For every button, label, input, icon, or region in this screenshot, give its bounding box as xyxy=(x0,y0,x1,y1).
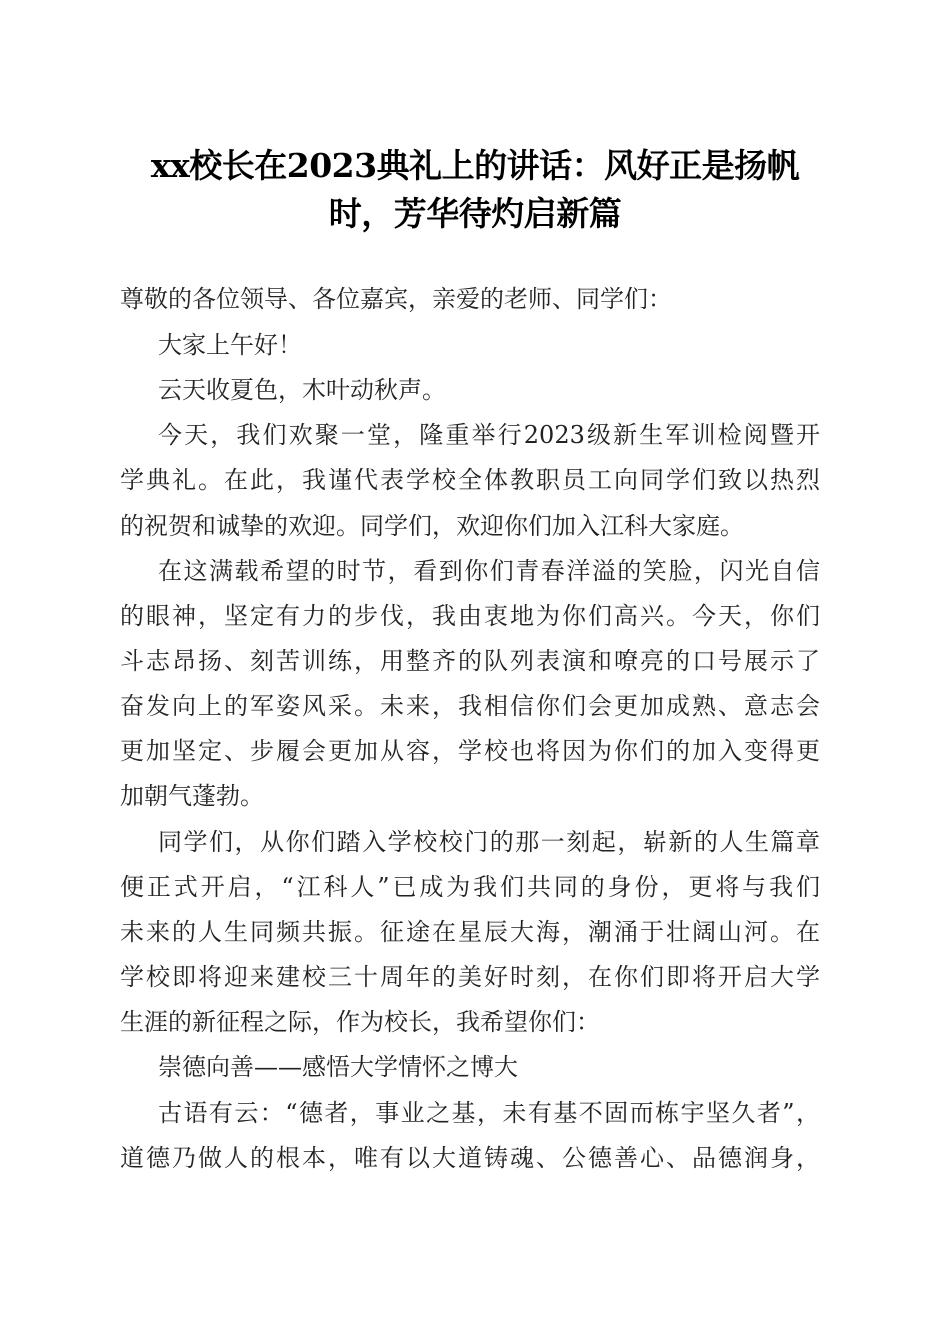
section-heading: 崇德向善——感悟大学情怀之博大 xyxy=(158,1053,518,1081)
paragraph-line: 斗志昂扬、刻苦训练，用整齐的队列表演和嘹亮的口号展示了 xyxy=(120,647,820,675)
paragraph-line: 道德乃做人的根本，唯有以大道铸魂、公德善心、品德润身， xyxy=(120,1144,820,1172)
paragraph-line: 学校即将迎来建校三十周年的美好时刻，在你们即将开启大学 xyxy=(120,963,820,991)
paragraph-line: 同学们，从你们踏入学校校门的那一刻起，崭新的人生篇章 xyxy=(158,828,820,856)
paragraph-line: 未来的人生同频共振。征途在星辰大海，潮涌于壮阔山河。在 xyxy=(120,918,820,946)
paragraph-line: 的祝贺和诚挚的欢迎。同学们，欢迎你们加入江科大家庭。 xyxy=(120,512,744,540)
paragraph-line: 生涯的新征程之际，作为校长，我希望你们： xyxy=(120,1008,600,1036)
paragraph-line: 便正式开启，“江科人”已成为我们共同的身份，更将与我们 xyxy=(120,873,820,901)
document-title-line-2: 时，芳华待灼启新篇 xyxy=(328,194,622,233)
paragraph-line: 在这满载希望的时节，看到你们青春洋溢的笑脸，闪光自信 xyxy=(158,557,820,585)
paragraph-line: 的眼神，坚定有力的步伐，我由衷地为你们高兴。今天，你们 xyxy=(120,602,820,630)
paragraph-line: 奋发向上的军姿风采。未来，我相信你们会更加成熟、意志会 xyxy=(120,692,820,720)
document-title-line-1: xx校长在2023典礼上的讲话：风好正是扬帆 xyxy=(150,146,800,185)
greeting: 大家上午好！ xyxy=(158,331,302,359)
paragraph-line: 云天收夏色，木叶动秋声。 xyxy=(158,376,446,404)
paragraph-line: 加朝气蓬勃。 xyxy=(120,782,264,810)
paragraph-line: 更加坚定、步履会更加从容，学校也将因为你们的加入变得更 xyxy=(120,737,820,765)
salutation: 尊敬的各位领导、各位嘉宾，亲爱的老师、同学们： xyxy=(120,285,672,313)
paragraph-line: 古语有云：“德者，事业之基，未有基不固而栋宇坚久者”， xyxy=(158,1099,820,1127)
paragraph-line: 今天，我们欢聚一堂，隆重举行2023级新生军训检阅暨开 xyxy=(158,421,820,449)
paragraph-line: 学典礼。在此，我谨代表学校全体教职员工向同学们致以热烈 xyxy=(120,466,820,494)
